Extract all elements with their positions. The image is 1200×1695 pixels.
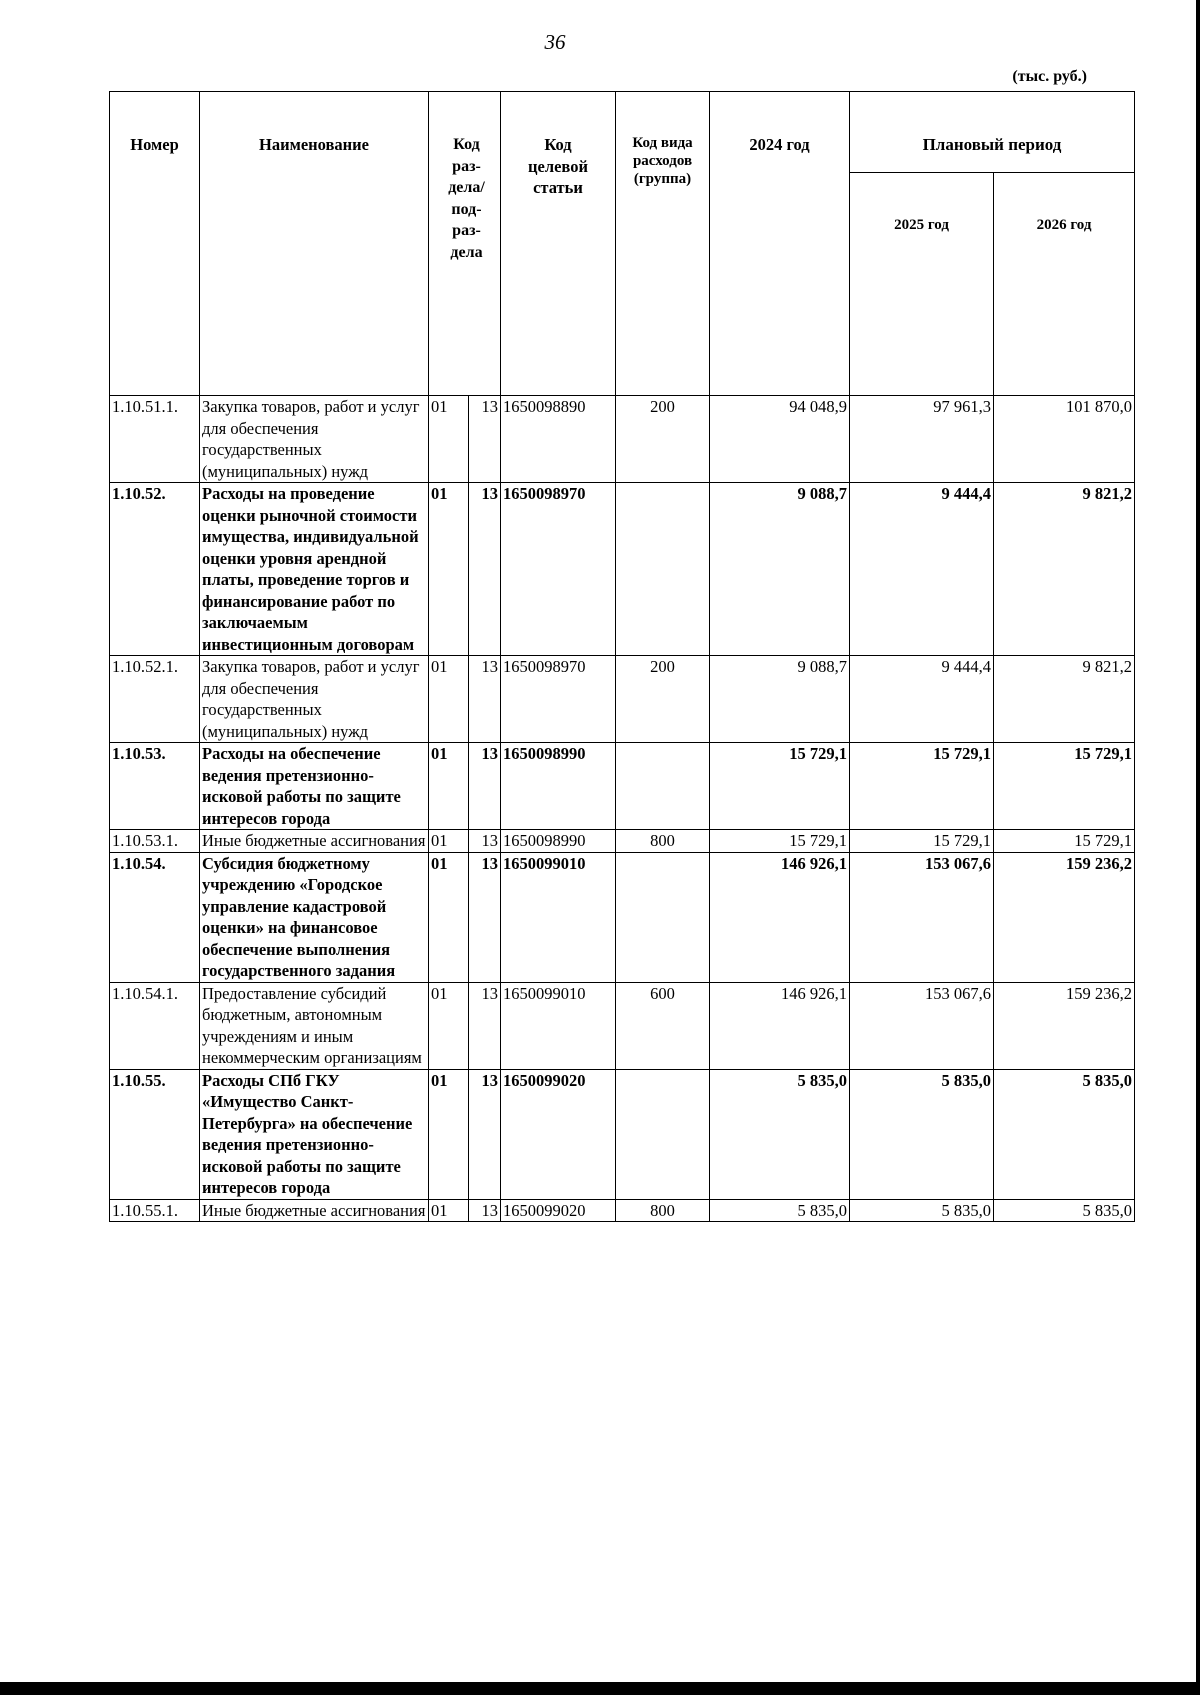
cell-name: Иные бюджетные ассигнования xyxy=(200,1199,429,1222)
cell-section: 01 xyxy=(429,982,469,1069)
header-2026: 2026 год xyxy=(994,173,1135,396)
cell-2025: 15 729,1 xyxy=(850,743,994,830)
cell-2024: 5 835,0 xyxy=(710,1069,850,1199)
cell-subsection: 13 xyxy=(469,1069,501,1199)
cell-target: 1650098970 xyxy=(501,483,616,656)
table-row xyxy=(110,483,1135,656)
cell-name: Иные бюджетные ассигнования xyxy=(200,830,429,853)
cell-expense-type xyxy=(616,1069,710,1199)
cell-2026: 15 729,1 xyxy=(994,743,1135,830)
cell-subsection: 13 xyxy=(469,982,501,1069)
cell-2026: 9 821,2 xyxy=(994,656,1135,743)
table-body xyxy=(110,396,1135,1222)
cell-target: 1650099020 xyxy=(501,1199,616,1222)
cell-2024: 5 835,0 xyxy=(710,1199,850,1222)
cell-target: 1650098990 xyxy=(501,743,616,830)
cell-2025: 15 729,1 xyxy=(850,830,994,853)
table-row xyxy=(110,1069,1135,1199)
cell-target: 1650099020 xyxy=(501,1069,616,1199)
units-label: (тыс. руб.) xyxy=(1012,68,1087,85)
cell-name: Расходы на проведение оценки рыночной стоимости имущества, индивидуальной оценки уровня арендной платы, проведение торгов и финансирование работ по заключаемым инвестиционным договорам xyxy=(200,483,429,656)
cell-2025: 153 067,6 xyxy=(850,982,994,1069)
cell-2024: 146 926,1 xyxy=(710,982,850,1069)
table-row xyxy=(110,982,1135,1069)
cell-expense-type xyxy=(616,743,710,830)
cell-2026: 5 835,0 xyxy=(994,1069,1135,1199)
cell-name: Расходы на обеспечение ведения претензионно-исковой работы по защите интересов города xyxy=(200,743,429,830)
table-row xyxy=(110,396,1135,483)
cell-2026: 15 729,1 xyxy=(994,830,1135,853)
table-row xyxy=(110,1199,1135,1222)
cell-2024: 9 088,7 xyxy=(710,483,850,656)
cell-number: 1.10.52.1. xyxy=(110,656,200,743)
cell-name: Расходы СПб ГКУ «Имущество Санкт-Петербурга» на обеспечение ведения претензионно-исковой работы по защите интересов города xyxy=(200,1069,429,1199)
cell-2025: 9 444,4 xyxy=(850,656,994,743)
cell-number: 1.10.55. xyxy=(110,1069,200,1199)
cell-2026: 9 821,2 xyxy=(994,483,1135,656)
cell-target: 1650099010 xyxy=(501,852,616,982)
cell-target: 1650098890 xyxy=(501,396,616,483)
cell-section: 01 xyxy=(429,830,469,853)
cell-section: 01 xyxy=(429,396,469,483)
budget-table xyxy=(109,91,1135,1222)
cell-subsection: 13 xyxy=(469,852,501,982)
cell-section: 01 xyxy=(429,1199,469,1222)
header-planned-period: Плановый период xyxy=(850,92,1135,173)
cell-number: 1.10.53. xyxy=(110,743,200,830)
cell-2025: 153 067,6 xyxy=(850,852,994,982)
cell-subsection: 13 xyxy=(469,1199,501,1222)
cell-subsection: 13 xyxy=(469,830,501,853)
cell-2025: 5 835,0 xyxy=(850,1069,994,1199)
cell-expense-type: 200 xyxy=(616,396,710,483)
page-edge-right xyxy=(1196,0,1200,1695)
cell-2025: 97 961,3 xyxy=(850,396,994,483)
table-row xyxy=(110,743,1135,830)
cell-number: 1.10.54.1. xyxy=(110,982,200,1069)
cell-subsection: 13 xyxy=(469,743,501,830)
cell-expense-type xyxy=(616,483,710,656)
table-row xyxy=(110,656,1135,743)
cell-section: 01 xyxy=(429,656,469,743)
cell-name: Предоставление субсидий бюджетным, автономным учреждениям и иным некоммерческим организациям xyxy=(200,982,429,1069)
header-number: Номер xyxy=(110,92,200,396)
cell-number: 1.10.51.1. xyxy=(110,396,200,483)
cell-section: 01 xyxy=(429,1069,469,1199)
cell-2024: 9 088,7 xyxy=(710,656,850,743)
cell-2026: 101 870,0 xyxy=(994,396,1135,483)
header-expense-type: Код вида расходов (группа) xyxy=(616,92,710,396)
cell-section: 01 xyxy=(429,743,469,830)
header-section xyxy=(429,92,501,396)
cell-target: 1650099010 xyxy=(501,982,616,1069)
cell-subsection: 13 xyxy=(469,483,501,656)
cell-target: 1650098970 xyxy=(501,656,616,743)
cell-expense-type: 600 xyxy=(616,982,710,1069)
header-name: Наименование xyxy=(200,92,429,396)
table-header xyxy=(110,92,1135,396)
cell-expense-type: 800 xyxy=(616,1199,710,1222)
cell-number: 1.10.54. xyxy=(110,852,200,982)
cell-expense-type: 800 xyxy=(616,830,710,853)
cell-2024: 146 926,1 xyxy=(710,852,850,982)
cell-2024: 15 729,1 xyxy=(710,743,850,830)
header-section-text: Код раз-дела/ под-раз-дела xyxy=(448,136,485,261)
header-row xyxy=(110,92,1135,173)
cell-section: 01 xyxy=(429,852,469,982)
page-edge-bottom xyxy=(0,1682,1200,1695)
header-2024: 2024 год xyxy=(710,92,850,396)
cell-2025: 9 444,4 xyxy=(850,483,994,656)
cell-section: 01 xyxy=(429,483,469,656)
cell-subsection: 13 xyxy=(469,396,501,483)
header-target: Код целевой статьи xyxy=(501,92,616,396)
cell-number: 1.10.52. xyxy=(110,483,200,656)
cell-2025: 5 835,0 xyxy=(850,1199,994,1222)
page-number: 36 xyxy=(544,30,566,54)
cell-target: 1650098990 xyxy=(501,830,616,853)
cell-name: Субсидия бюджетному учреждению «Городское управление кадастровой оценки» на финансовое обеспечение выполнения государственного задания xyxy=(200,852,429,982)
cell-name: Закупка товаров, работ и услуг для обеспечения государственных (муниципальных) нужд xyxy=(200,656,429,743)
cell-2026: 5 835,0 xyxy=(994,1199,1135,1222)
cell-expense-type: 200 xyxy=(616,656,710,743)
cell-2026: 159 236,2 xyxy=(994,852,1135,982)
cell-expense-type xyxy=(616,852,710,982)
cell-number: 1.10.55.1. xyxy=(110,1199,200,1222)
cell-number: 1.10.53.1. xyxy=(110,830,200,853)
cell-name: Закупка товаров, работ и услуг для обеспечения государственных (муниципальных) нужд xyxy=(200,396,429,483)
cell-2024: 94 048,9 xyxy=(710,396,850,483)
table-row xyxy=(110,830,1135,853)
cell-2026: 159 236,2 xyxy=(994,982,1135,1069)
table-row xyxy=(110,852,1135,982)
cell-subsection: 13 xyxy=(469,656,501,743)
header-2025: 2025 год xyxy=(850,173,994,396)
cell-2024: 15 729,1 xyxy=(710,830,850,853)
